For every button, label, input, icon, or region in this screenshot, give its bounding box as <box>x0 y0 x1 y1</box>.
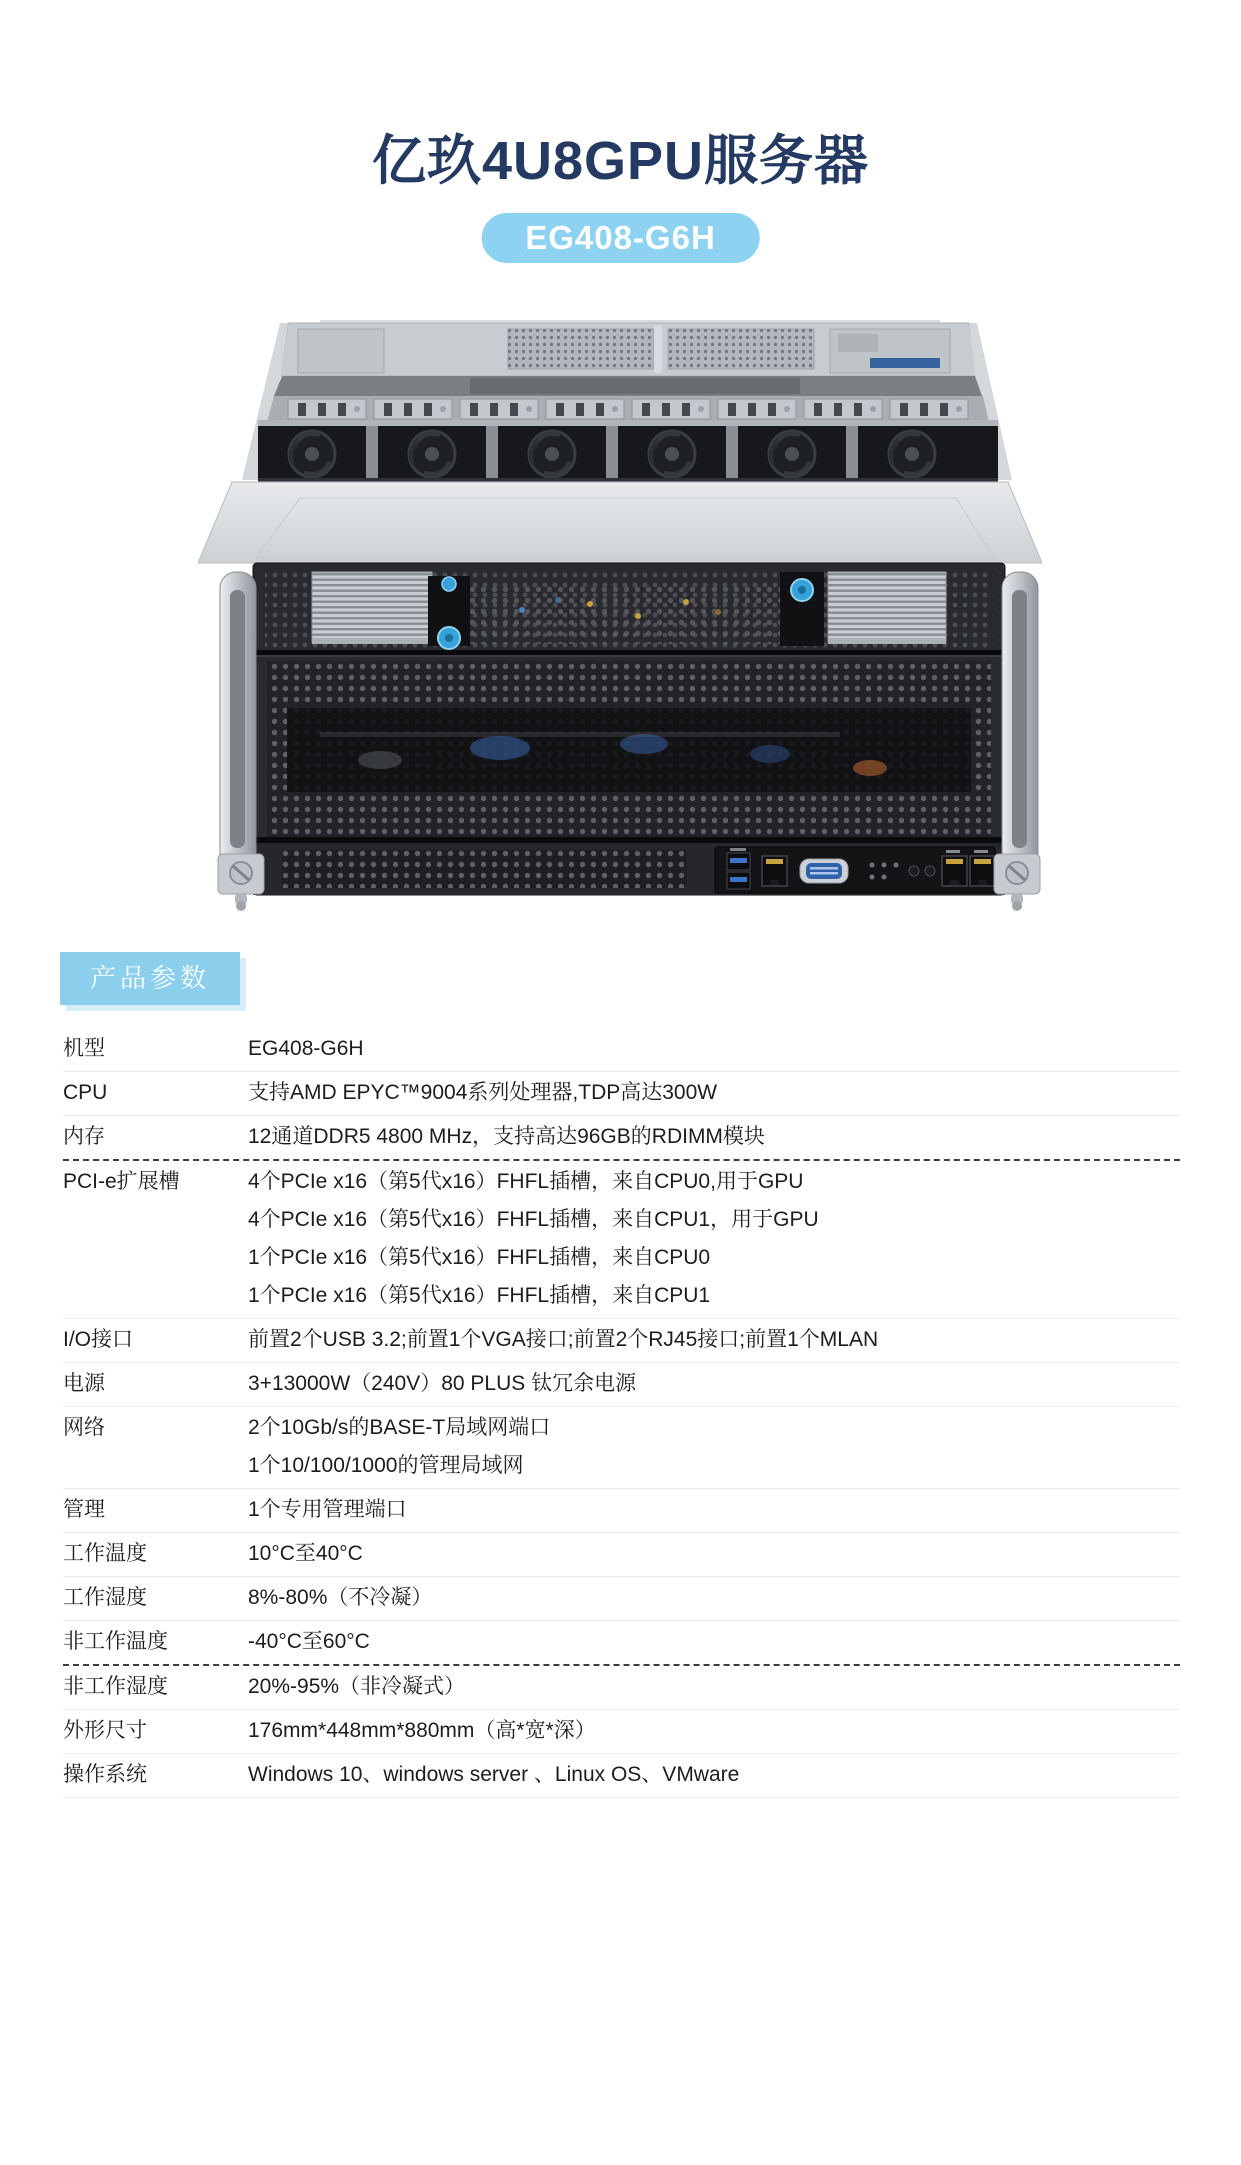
spec-value: 4个PCIe x16（第5代x16）FHFL插槽，来自CPU1，用于GPU <box>248 1208 819 1231</box>
left-handle <box>220 572 256 868</box>
table-row <box>63 1028 1180 1072</box>
spec-label: PCI-e扩展槽 <box>63 1170 180 1193</box>
table-row <box>63 1710 1180 1754</box>
left-ear-screw <box>218 854 264 911</box>
spec-value: 1个PCIe x16（第5代x16）FHFL插槽，来自CPU1 <box>248 1284 711 1307</box>
spec-label: I/O接口 <box>63 1328 134 1351</box>
rear-port-block <box>870 358 940 368</box>
spec-label: 网络 <box>63 1416 105 1439</box>
front-bezel <box>218 563 1040 911</box>
usb-ports-icon <box>727 848 750 889</box>
right-vent-louver <box>828 572 946 644</box>
table-row <box>63 1161 1180 1319</box>
spec-value: EG408-G6H <box>248 1037 364 1060</box>
fan-row <box>258 426 998 482</box>
table-row <box>63 1407 1180 1489</box>
table-row <box>63 1533 1180 1577</box>
spec-value: 10°C至40°C <box>248 1542 363 1565</box>
spec-value: 2个10Gb/s的BASE-T局域网端口 <box>248 1416 551 1439</box>
table-row <box>63 1489 1180 1533</box>
spec-label: 管理 <box>63 1498 105 1521</box>
right-handle <box>1002 572 1038 868</box>
page-title: 亿玖4U8GPU服务器 <box>371 131 870 191</box>
spec-value: Windows 10、windows server 、Linux OS、VMware <box>248 1763 740 1786</box>
gpu-grille <box>267 661 991 837</box>
left-vent-louver <box>312 572 432 644</box>
table-row <box>63 1577 1180 1621</box>
model-badge: EG408-G6H <box>481 213 760 263</box>
spec-table <box>63 1028 1180 1798</box>
spec-value: 4个PCIe x16（第5代x16）FHFL插槽，来自CPU0,用于GPU <box>248 1170 804 1193</box>
spec-value: 20%-95%（非冷凝式） <box>248 1675 466 1698</box>
spec-label: 电源 <box>63 1372 105 1395</box>
spec-value: 8%-80%（不冷凝） <box>248 1586 433 1609</box>
spec-label: 机型 <box>63 1037 105 1060</box>
spec-value: 1个10/100/1000的管理局域网 <box>248 1454 524 1477</box>
table-row <box>63 1116 1180 1161</box>
bottom-vent <box>282 850 687 888</box>
spec-label: 操作系统 <box>63 1763 147 1786</box>
section-header-product-params: 产品参数 <box>60 952 240 1005</box>
spec-value: 3+13000W（240V）80 PLUS 钛冗余电源 <box>248 1372 637 1395</box>
chassis-interior <box>242 320 1012 482</box>
rj45-port-icon <box>762 856 787 886</box>
table-row <box>63 1754 1180 1798</box>
spec-value: 支持AMD EPYC™9004系列处理器,TDP高达300W <box>248 1081 718 1104</box>
server-front-illustration <box>170 320 1070 920</box>
table-row <box>63 1319 1180 1363</box>
right-thumbscrew-icon <box>791 579 813 601</box>
front-io-panel <box>715 847 995 893</box>
spec-label: 非工作湿度 <box>63 1675 168 1698</box>
spec-value: 12通道DDR5 4800 MHz，支持高达96GB的RDIMM模块 <box>248 1125 765 1148</box>
spec-value: -40°C至60°C <box>248 1630 370 1653</box>
spec-label: 内存 <box>63 1125 105 1148</box>
server-product-image <box>170 320 1070 920</box>
spec-label: 非工作温度 <box>63 1630 168 1653</box>
table-row <box>63 1072 1180 1116</box>
table-row <box>63 1363 1180 1407</box>
spec-value: 前置2个USB 3.2;前置1个VGA接口;前置2个RJ45接口;前置1个MLAN <box>248 1328 879 1351</box>
spec-label: CPU <box>63 1081 108 1104</box>
top-cover <box>198 482 1042 563</box>
spec-value: 176mm*448mm*880mm（高*宽*深） <box>248 1719 596 1742</box>
table-row <box>63 1621 1180 1666</box>
spec-label: 工作温度 <box>63 1542 147 1565</box>
right-ear-screw <box>994 854 1040 911</box>
spec-label: 外形尺寸 <box>63 1719 147 1742</box>
spec-label: 工作湿度 <box>63 1586 147 1609</box>
spec-value: 1个专用管理端口 <box>248 1498 407 1521</box>
spec-value: 1个PCIe x16（第5代x16）FHFL插槽，来自CPU0 <box>248 1246 711 1269</box>
vga-port-icon <box>800 859 848 883</box>
table-row <box>63 1666 1180 1710</box>
